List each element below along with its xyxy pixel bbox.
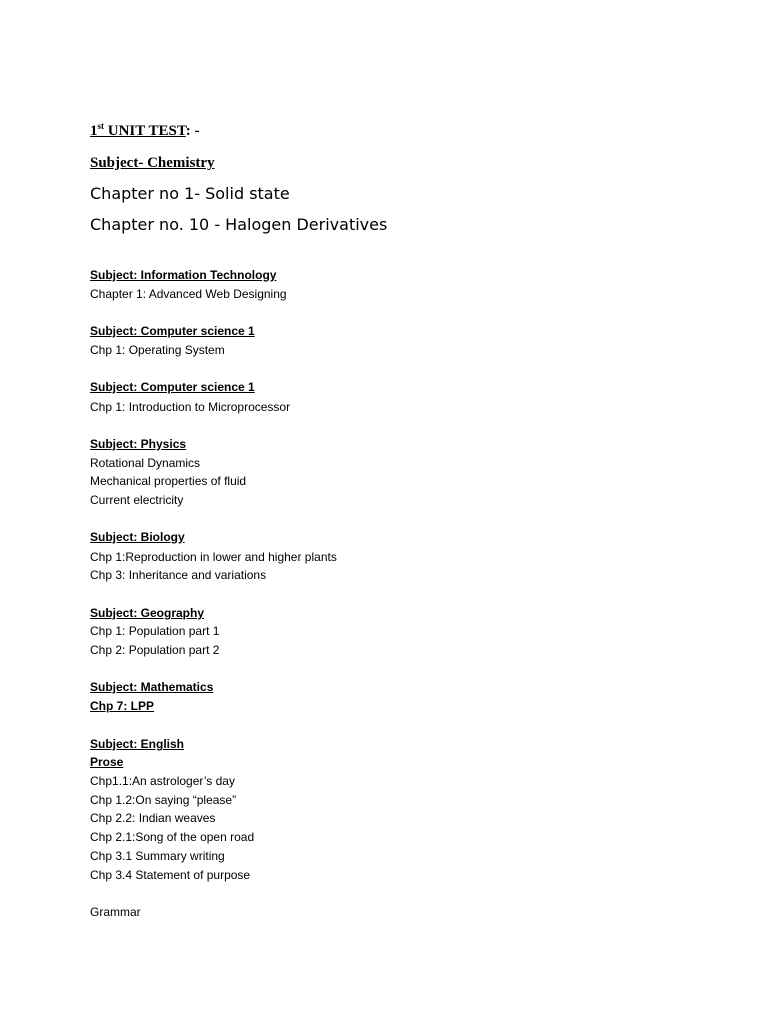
geography-item: Chp 2: Population part 2	[90, 643, 220, 657]
english-item: Chp 2.1:Song of the open road	[90, 830, 255, 844]
maths-chapter-heading: Chp 7: LPP	[90, 699, 155, 713]
geography-item: Chp 1: Population part 1	[90, 624, 220, 638]
cs2-subject-heading: Subject: Computer science 1	[90, 380, 255, 394]
grammar-label: Grammar	[90, 905, 141, 919]
physics-subject-heading: Subject: Physics	[90, 437, 187, 451]
biology-item: Chp 3: Inheritance and variations	[90, 568, 267, 582]
physics-item: Rotational Dynamics	[90, 456, 201, 470]
geography-subject-heading: Subject: Geography	[90, 606, 205, 620]
english-item: Chp1.1:An astrologer’s day	[90, 774, 235, 788]
biology-subject-heading: Subject: Biology	[90, 530, 185, 544]
chemistry-chapter-1: Chapter no 1- Solid state	[90, 184, 290, 203]
english-item: Chp 3.4 Statement of purpose	[90, 868, 251, 882]
english-item: Chp 3.1 Summary writing	[90, 849, 225, 863]
cs1-subject-heading: Subject: Computer science 1	[90, 324, 255, 338]
english-item: Chp 1.2:On saying “please”	[90, 793, 237, 807]
page-title: 1st UNIT TEST: -	[90, 121, 200, 139]
english-item: Chp 2.2: Indian weaves	[90, 811, 216, 825]
it-chapter-item: Chapter 1: Advanced Web Designing	[90, 287, 287, 301]
cs1-chapter-item: Chp 1: Operating System	[90, 343, 225, 357]
prose-heading: Prose	[90, 755, 124, 769]
maths-subject-heading: Subject: Mathematics	[90, 680, 214, 694]
physics-item: Current electricity	[90, 493, 184, 507]
it-subject-heading: Subject: Information Technology	[90, 268, 277, 282]
biology-item: Chp 1:Reproduction in lower and higher plants	[90, 550, 337, 564]
cs2-chapter-item: Chp 1: Introduction to Microprocessor	[90, 400, 291, 414]
chemistry-chapter-10: Chapter no. 10 - Halogen Derivatives	[90, 215, 388, 234]
chemistry-subject-heading: Subject- Chemistry	[90, 155, 215, 171]
english-subject-heading: Subject: English	[90, 737, 185, 751]
physics-item: Mechanical properties of fluid	[90, 474, 247, 488]
